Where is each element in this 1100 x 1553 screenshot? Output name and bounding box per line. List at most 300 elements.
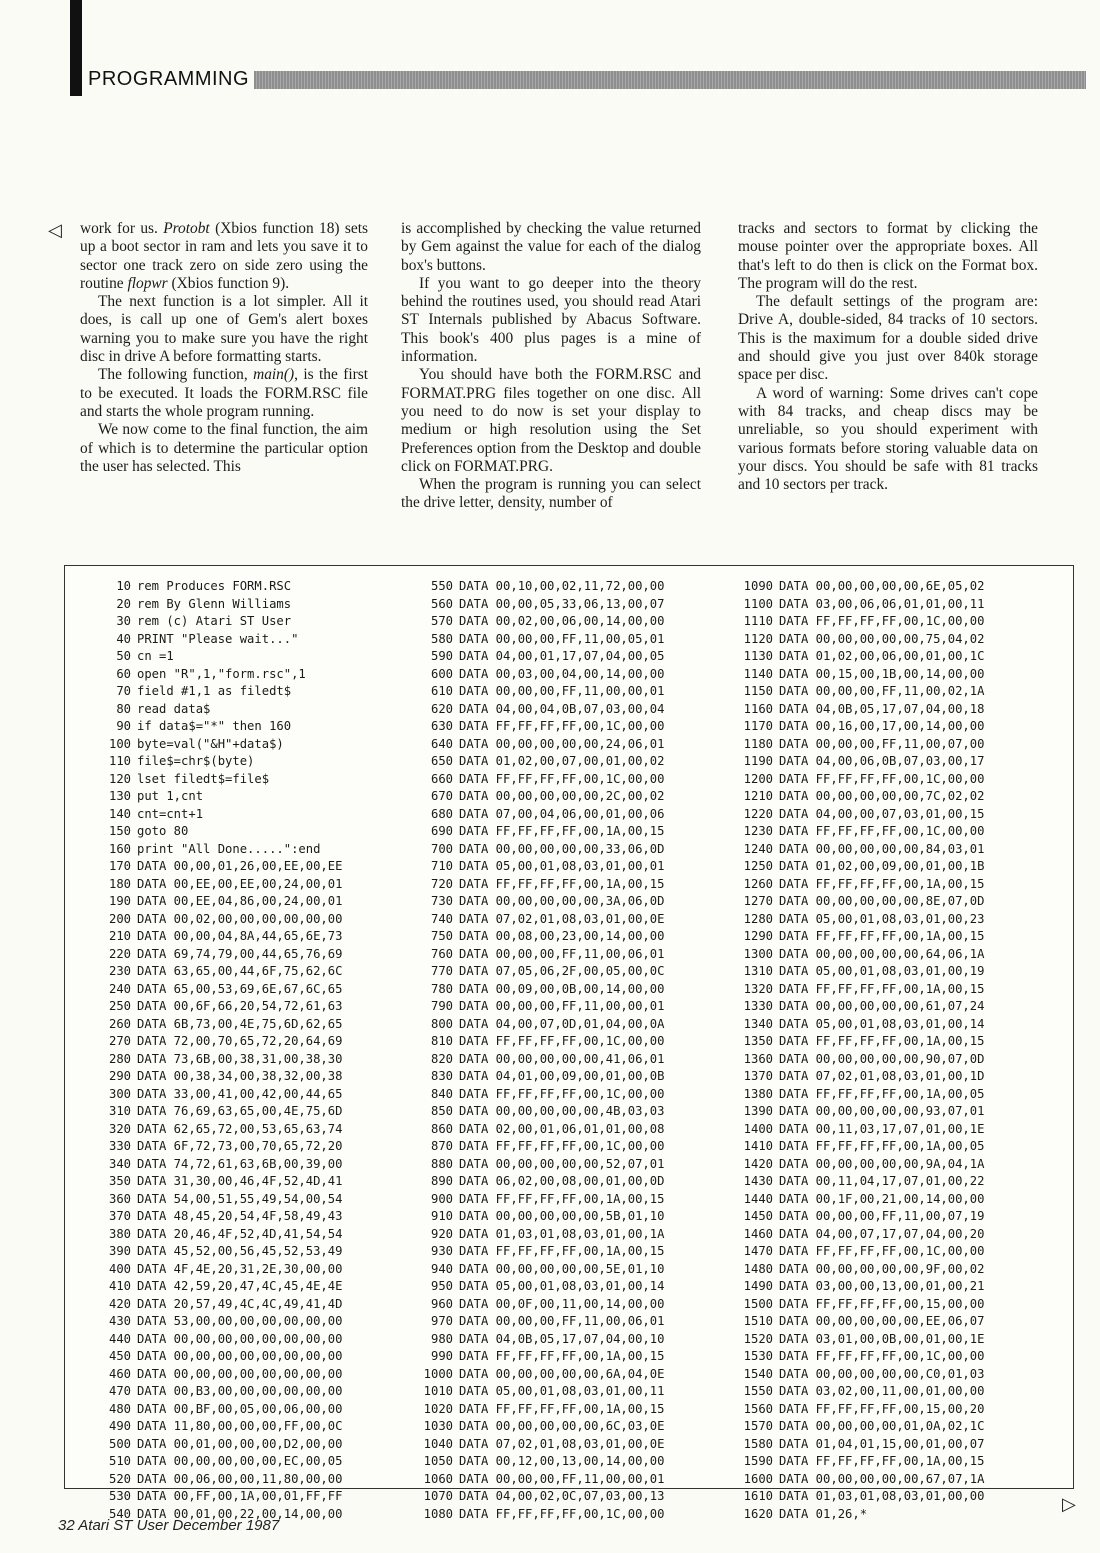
line-number: 1190 (743, 754, 773, 768)
line-number: 640 (430, 736, 453, 751)
article-paragraph (401, 476, 701, 513)
line-code: DATA 00,EE,00,EE,00,24,00,01 (137, 876, 343, 891)
line-number: 1520 (743, 1331, 773, 1346)
line-code: DATA 48,45,20,54,4F,58,49,43 (137, 1209, 343, 1223)
listing-column-1 (95, 578, 342, 1523)
line-number: 190 (108, 894, 131, 908)
line-code: DATA FF,FF,FF,FF,00,1C,00,00 (779, 1244, 985, 1258)
listing-line (737, 1103, 984, 1121)
listing-line (95, 1488, 342, 1506)
listing-line (95, 858, 342, 876)
line-code: DATA 00,00,00,00,00,33,06,0D (459, 841, 665, 856)
listing-line (417, 596, 664, 614)
listing-line (417, 1051, 664, 1069)
line-number: 40 (116, 631, 131, 646)
listing-line (417, 788, 664, 806)
line-code: DATA 05,00,01,08,03,01,00,14 (459, 1279, 665, 1293)
paragraph-text: When the program is running you can select the drive letter, density, number of (401, 476, 701, 512)
line-number: 980 (430, 1331, 453, 1346)
listing-line (737, 1138, 984, 1156)
listing-line (417, 858, 664, 876)
listing-line (417, 701, 664, 719)
listing-line (417, 1261, 664, 1279)
listing-line (737, 753, 984, 771)
article-paragraph (738, 293, 1038, 384)
paragraph-text: The next function is a lot simpler. All it does, is call up one of Gem's alert boxes warning you to make sure you have the right disc in drive A before formatting starts. (80, 293, 368, 366)
listing-line (737, 893, 984, 911)
line-number: 1090 (743, 579, 773, 593)
listing-line (417, 806, 664, 824)
listing-line (417, 578, 664, 596)
line-number: 1080 (423, 1506, 453, 1521)
line-number: 1460 (743, 1226, 773, 1241)
line-code: DATA 00,B3,00,00,00,00,00,00 (137, 1384, 343, 1398)
line-number: 310 (108, 1104, 131, 1118)
line-code: DATA 00,38,34,00,38,32,00,38 (137, 1069, 343, 1083)
line-number: 200 (108, 911, 131, 926)
paragraph-text: (Xbios function 9). (167, 274, 290, 292)
paragraph-text: The default settings of the program are: Drive A, double-sided, 84 tracks of 10 sectors. This is the maximum for a double sided drive and should give you just over 840k storage space per disc. (738, 293, 1038, 384)
line-number: 1580 (743, 1436, 773, 1451)
line-code: DATA 73,6B,00,38,31,00,38,30 (137, 1051, 343, 1066)
line-number: 1300 (743, 946, 773, 961)
line-number: 960 (430, 1296, 453, 1311)
line-code: DATA 00,15,00,1B,00,14,00,00 (779, 666, 985, 681)
line-number: 170 (108, 859, 131, 873)
line-code: DATA 00,08,00,23,00,14,00,00 (459, 929, 665, 943)
line-code: DATA 07,02,01,08,03,01,00,1D (779, 1069, 985, 1083)
line-code: DATA 00,00,00,00,00,EE,06,07 (779, 1314, 985, 1328)
listing-line (417, 718, 664, 736)
listing-line (417, 1506, 664, 1524)
line-code: DATA FF,FF,FF,FF,00,1C,00,00 (779, 614, 985, 628)
section-title: PROGRAMMING (88, 68, 250, 90)
line-number: 1100 (743, 596, 773, 611)
line-code: DATA 00,00,00,00,00,61,07,24 (779, 999, 985, 1013)
line-number: 720 (430, 876, 453, 891)
line-code: DATA 4F,4E,20,31,2E,30,00,00 (137, 1261, 343, 1276)
line-code: DATA 6B,73,00,4E,75,6D,62,65 (137, 1016, 343, 1031)
line-code: DATA FF,FF,FF,FF,00,1A,00,15 (459, 1244, 665, 1258)
line-number: 1540 (743, 1366, 773, 1381)
listing-line (737, 806, 984, 824)
line-number: 1380 (743, 1086, 773, 1101)
listing-line (417, 1278, 664, 1296)
line-number: 1410 (743, 1139, 773, 1153)
line-code: DATA 05,00,01,08,03,01,00,01 (459, 859, 665, 873)
line-number: 90 (116, 719, 131, 733)
listing-line (417, 928, 664, 946)
program-listing (64, 565, 1074, 1521)
listing-line (95, 578, 342, 596)
listing-line (737, 736, 984, 754)
listing-line (417, 1453, 664, 1471)
line-code: DATA 05,00,01,08,03,01,00,19 (779, 964, 985, 978)
line-number: 880 (430, 1156, 453, 1171)
line-number: 350 (108, 1174, 131, 1188)
listing-line (417, 893, 664, 911)
line-number: 1120 (743, 631, 773, 646)
line-number: 910 (430, 1209, 453, 1223)
listing-line (417, 946, 664, 964)
line-code: DATA 07,00,04,06,00,01,00,06 (459, 806, 665, 821)
line-code: DATA 04,00,06,0B,07,03,00,17 (779, 754, 985, 768)
line-number: 930 (430, 1244, 453, 1258)
line-code: DATA 54,00,51,55,49,54,00,54 (137, 1191, 343, 1206)
line-code: DATA 00,00,00,00,00,6E,05,02 (779, 579, 985, 593)
triangle-right-icon: ▷ (1062, 1494, 1076, 1515)
line-number: 30 (116, 614, 131, 628)
line-number: 110 (108, 754, 131, 768)
line-code: DATA 65,00,53,69,6E,67,6C,65 (137, 981, 343, 996)
listing-line (95, 911, 342, 929)
listing-line (417, 1418, 664, 1436)
line-code: DATA 00,00,00,FF,11,00,06,01 (459, 946, 665, 961)
line-number: 580 (430, 631, 453, 646)
listing-line (417, 911, 664, 929)
triangle-left-icon: ◁ (48, 220, 62, 241)
listing-line (95, 788, 342, 806)
line-number: 140 (108, 806, 131, 821)
line-number: 1280 (743, 911, 773, 926)
line-number: 510 (108, 1454, 131, 1468)
line-code: DATA 33,00,41,00,42,00,44,65 (137, 1086, 343, 1101)
listing-line (737, 1191, 984, 1209)
line-number: 1310 (743, 964, 773, 978)
paragraph-text: , is the first to be executed. It loads the FORM.RSC file and starts the whole program running. (80, 366, 368, 420)
listing-line (417, 876, 664, 894)
listing-line (417, 998, 664, 1016)
line-code: DATA 04,0B,05,17,07,04,00,18 (779, 701, 985, 716)
line-code: DATA 00,FF,00,1A,00,01,FF,FF (137, 1489, 343, 1503)
line-code: DATA FF,FF,FF,FF,00,1C,00,00 (459, 771, 665, 786)
listing-line (417, 1156, 664, 1174)
listing-line (95, 1086, 342, 1104)
listing-line (737, 701, 984, 719)
article-paragraph (80, 293, 368, 366)
line-code: DATA 02,00,01,06,01,01,00,08 (459, 1121, 665, 1136)
line-number: 130 (108, 789, 131, 803)
line-code: DATA 04,01,00,09,00,01,00,0B (459, 1069, 665, 1083)
paragraph-text: You should have both the FORM.RSC and FORMAT.PRG files together on one disc. All you need to do now is set your display to medium or high resolution using the Set Preferences option from the Desktop and double click on FORMAT.PRG. (401, 366, 701, 475)
line-number: 1170 (743, 719, 773, 733)
line-number: 790 (430, 999, 453, 1013)
listing-line (95, 823, 342, 841)
listing-line (95, 701, 342, 719)
article-column-1 (80, 220, 368, 476)
listing-line (737, 718, 984, 736)
listing-line (95, 1348, 342, 1366)
listing-line (417, 1313, 664, 1331)
listing-line (737, 596, 984, 614)
line-number: 1050 (423, 1454, 453, 1468)
line-code: DATA 00,00,00,00,00,67,07,1A (779, 1471, 985, 1486)
line-number: 1200 (743, 771, 773, 786)
listing-line (95, 1278, 342, 1296)
line-number: 1270 (743, 894, 773, 908)
listing-line (737, 1348, 984, 1366)
line-code: DATA 00,00,00,00,00,00,00,00 (137, 1366, 343, 1381)
listing-line (95, 1243, 342, 1261)
line-code: byte=val("&H"+data$) (137, 736, 284, 751)
line-number: 1420 (743, 1156, 773, 1171)
line-number: 1340 (743, 1016, 773, 1031)
line-number: 300 (108, 1086, 131, 1101)
line-code: DATA 00,00,00,00,00,2C,00,02 (459, 789, 665, 803)
line-number: 1060 (423, 1471, 453, 1486)
line-code: DATA 04,00,00,07,03,01,00,15 (779, 806, 985, 821)
line-number: 460 (108, 1366, 131, 1381)
listing-line (417, 823, 664, 841)
listing-line (737, 1366, 984, 1384)
listing-line (737, 578, 984, 596)
italic-term: main() (253, 366, 295, 384)
line-code: DATA 00,1F,00,21,00,14,00,00 (779, 1191, 985, 1206)
listing-line (737, 998, 984, 1016)
listing-line (417, 963, 664, 981)
line-number: 680 (430, 806, 453, 821)
line-code: DATA 04,00,07,0D,01,04,00,0A (459, 1016, 665, 1031)
line-code: DATA 00,00,00,00,00,3A,06,0D (459, 894, 665, 908)
line-code: DATA 07,02,01,08,03,01,00,0E (459, 911, 665, 926)
line-number: 1180 (743, 736, 773, 751)
line-number: 1500 (743, 1296, 773, 1311)
section-header (86, 66, 1086, 92)
line-number: 240 (108, 981, 131, 996)
line-code: DATA 00,6F,66,20,54,72,61,63 (137, 999, 343, 1013)
line-number: 1250 (743, 859, 773, 873)
line-number: 1260 (743, 876, 773, 891)
line-number: 1390 (743, 1104, 773, 1118)
line-code: DATA 00,02,00,06,00,14,00,00 (459, 614, 665, 628)
line-code: DATA 04,00,07,17,07,04,00,20 (779, 1226, 985, 1241)
line-code: DATA 07,02,01,08,03,01,00,0E (459, 1436, 665, 1451)
line-code: DATA 00,03,00,04,00,14,00,00 (459, 666, 665, 681)
line-number: 1290 (743, 929, 773, 943)
listing-line (95, 1138, 342, 1156)
line-code: DATA 00,10,00,02,11,72,00,00 (459, 579, 665, 593)
listing-line (95, 998, 342, 1016)
line-code: DATA 00,00,00,FF,11,00,07,00 (779, 736, 985, 751)
listing-line (417, 1086, 664, 1104)
line-code: DATA FF,FF,FF,FF,00,1A,00,15 (459, 1401, 665, 1416)
line-number: 850 (430, 1104, 453, 1118)
line-code: DATA 03,02,00,11,00,01,00,00 (779, 1384, 985, 1398)
line-code: DATA 01,03,01,08,03,01,00,1A (459, 1226, 665, 1241)
line-number: 150 (108, 824, 131, 838)
line-number: 940 (430, 1261, 453, 1276)
listing-line (737, 1068, 984, 1086)
line-number: 1130 (743, 649, 773, 663)
section-header-rule (254, 71, 1086, 89)
listing-line (417, 1471, 664, 1489)
line-number: 740 (430, 911, 453, 926)
line-number: 590 (430, 649, 453, 663)
line-number: 1570 (743, 1419, 773, 1433)
listing-line (737, 928, 984, 946)
listing-line (417, 1348, 664, 1366)
line-code: PRINT "Please wait..." (137, 631, 299, 646)
line-number: 420 (108, 1296, 131, 1311)
listing-line (737, 1243, 984, 1261)
line-code: DATA 20,57,49,4C,4C,49,41,4D (137, 1296, 343, 1311)
line-code: DATA FF,FF,FF,FF,00,15,00,20 (779, 1401, 985, 1416)
line-code: DATA FF,FF,FF,FF,00,1C,00,00 (459, 1034, 665, 1048)
listing-line (737, 946, 984, 964)
listing-line (95, 1366, 342, 1384)
line-number: 1160 (743, 701, 773, 716)
article-paragraph (401, 275, 701, 366)
line-number: 280 (108, 1051, 131, 1066)
line-code: DATA FF,FF,FF,FF,00,15,00,00 (779, 1296, 985, 1311)
listing-column-3 (737, 578, 984, 1523)
line-number: 1610 (743, 1489, 773, 1503)
line-number: 1350 (743, 1034, 773, 1048)
listing-line (737, 631, 984, 649)
line-number: 950 (430, 1279, 453, 1293)
listing-line (417, 1401, 664, 1419)
line-code: DATA 00,00,00,FF,11,00,00,01 (459, 999, 665, 1013)
line-number: 1600 (743, 1471, 773, 1486)
line-number: 370 (108, 1209, 131, 1223)
line-code: DATA 00,00,00,FF,11,00,07,19 (779, 1209, 985, 1223)
listing-line (95, 1453, 342, 1471)
listing-line (737, 648, 984, 666)
line-number: 1430 (743, 1174, 773, 1188)
article-paragraph (80, 366, 368, 421)
listing-line (737, 1016, 984, 1034)
listing-line (95, 1016, 342, 1034)
line-code: DATA 72,00,70,65,72,20,64,69 (137, 1034, 343, 1048)
line-code: DATA 04,0B,05,17,07,04,00,10 (459, 1331, 665, 1346)
line-number: 380 (108, 1226, 131, 1241)
line-code: DATA 00,00,04,8A,44,65,6E,73 (137, 929, 343, 943)
line-number: 330 (108, 1139, 131, 1153)
listing-line (417, 1173, 664, 1191)
line-code: DATA 01,02,00,07,00,01,00,02 (459, 754, 665, 768)
line-code: DATA 01,02,00,09,00,01,00,1B (779, 859, 985, 873)
listing-line (417, 1436, 664, 1454)
line-number: 760 (430, 946, 453, 961)
line-code: DATA 00,16,00,17,00,14,00,00 (779, 719, 985, 733)
paragraph-text: is accomplished by checking the value returned by Gem against the value for each of the dialog box's buttons. (401, 220, 701, 274)
line-code: DATA 05,00,01,08,03,01,00,14 (779, 1016, 985, 1031)
line-code: DATA 00,00,00,00,00,4B,03,03 (459, 1104, 665, 1118)
line-code: DATA 01,03,01,08,03,01,00,00 (779, 1489, 985, 1503)
listing-line (737, 666, 984, 684)
line-code: DATA 00,00,00,00,00,00,00,00 (137, 1331, 343, 1346)
line-code: DATA 00,00,00,00,00,6C,03,0E (459, 1419, 665, 1433)
line-number: 810 (430, 1034, 453, 1048)
line-number: 430 (108, 1314, 131, 1328)
line-number: 630 (430, 719, 453, 733)
listing-line (417, 1296, 664, 1314)
line-number: 1140 (743, 666, 773, 681)
listing-line (95, 1401, 342, 1419)
line-code: DATA 00,00,00,FF,11,00,00,01 (459, 684, 665, 698)
line-number: 100 (108, 736, 131, 751)
line-number: 480 (108, 1401, 131, 1416)
article-paragraph (738, 220, 1038, 293)
listing-line (417, 1121, 664, 1139)
line-number: 260 (108, 1016, 131, 1031)
article-column-2 (401, 220, 701, 513)
listing-line (737, 1401, 984, 1419)
listing-line (95, 806, 342, 824)
line-code: DATA 00,00,00,FF,11,00,05,01 (459, 631, 665, 646)
listing-line (417, 1068, 664, 1086)
italic-term: flopwr (127, 274, 168, 292)
article-paragraph (401, 220, 701, 275)
line-number: 1620 (743, 1506, 773, 1521)
line-code: DATA 00,00,00,00,00,8E,07,0D (779, 894, 985, 908)
line-number: 1210 (743, 789, 773, 803)
line-code: DATA 00,00,00,00,00,84,03,01 (779, 841, 985, 856)
listing-line (95, 893, 342, 911)
listing-line (737, 788, 984, 806)
listing-line (417, 1243, 664, 1261)
line-number: 600 (430, 666, 453, 681)
line-code: DATA 00,00,00,00,00,41,06,01 (459, 1051, 665, 1066)
line-number: 730 (430, 894, 453, 908)
line-number: 660 (430, 771, 453, 786)
line-code: DATA 01,04,01,15,00,01,00,07 (779, 1436, 985, 1451)
line-code: DATA 45,52,00,56,45,52,53,49 (137, 1244, 343, 1258)
listing-line (417, 1138, 664, 1156)
line-number: 1330 (743, 999, 773, 1013)
line-number: 690 (430, 824, 453, 838)
listing-column-2 (417, 578, 664, 1523)
line-code: DATA FF,FF,FF,FF,00,1A,00,15 (779, 929, 985, 943)
listing-line (417, 683, 664, 701)
listing-line (417, 1016, 664, 1034)
line-number: 1590 (743, 1454, 773, 1468)
listing-line (737, 1226, 984, 1244)
line-number: 450 (108, 1349, 131, 1363)
listing-line (95, 1068, 342, 1086)
line-code: DATA 00,11,04,17,07,01,00,22 (779, 1174, 985, 1188)
line-code: DATA 00,11,03,17,07,01,00,1E (779, 1121, 985, 1136)
listing-line (737, 1208, 984, 1226)
line-number: 1220 (743, 806, 773, 821)
listing-line (737, 841, 984, 859)
line-number: 270 (108, 1034, 131, 1048)
listing-line (417, 631, 664, 649)
listing-line (417, 771, 664, 789)
listing-line (737, 683, 984, 701)
line-number: 840 (430, 1086, 453, 1101)
line-number: 500 (108, 1436, 131, 1451)
line-code: goto 80 (137, 824, 189, 838)
listing-line (737, 1278, 984, 1296)
italic-term: Protobt (163, 220, 210, 237)
line-code: lset filedt$=file$ (137, 771, 270, 786)
line-number: 1000 (423, 1366, 453, 1381)
line-number: 990 (430, 1349, 453, 1363)
paragraph-text: A word of warning: Some drives can't cope with 84 tracks, and cheap discs may be unreliable, so you should experiment with various formats before storing valuable data on your discs. You should be safe with 81 tracks and 10 sectors per track. (738, 384, 1038, 494)
line-number: 1510 (743, 1314, 773, 1328)
line-number: 50 (116, 649, 131, 663)
listing-line (737, 1261, 984, 1279)
line-code: DATA 76,69,63,65,00,4E,75,6D (137, 1104, 343, 1118)
line-code: DATA FF,FF,FF,FF,00,1C,00,00 (459, 1086, 665, 1101)
line-number: 920 (430, 1226, 453, 1241)
listing-line (95, 1226, 342, 1244)
line-code: DATA FF,FF,FF,FF,00,1A,00,15 (779, 1454, 985, 1468)
listing-line (95, 613, 342, 631)
line-code: DATA 00,06,00,00,11,80,00,00 (137, 1471, 343, 1486)
line-code: DATA FF,FF,FF,FF,00,1A,00,15 (459, 876, 665, 891)
